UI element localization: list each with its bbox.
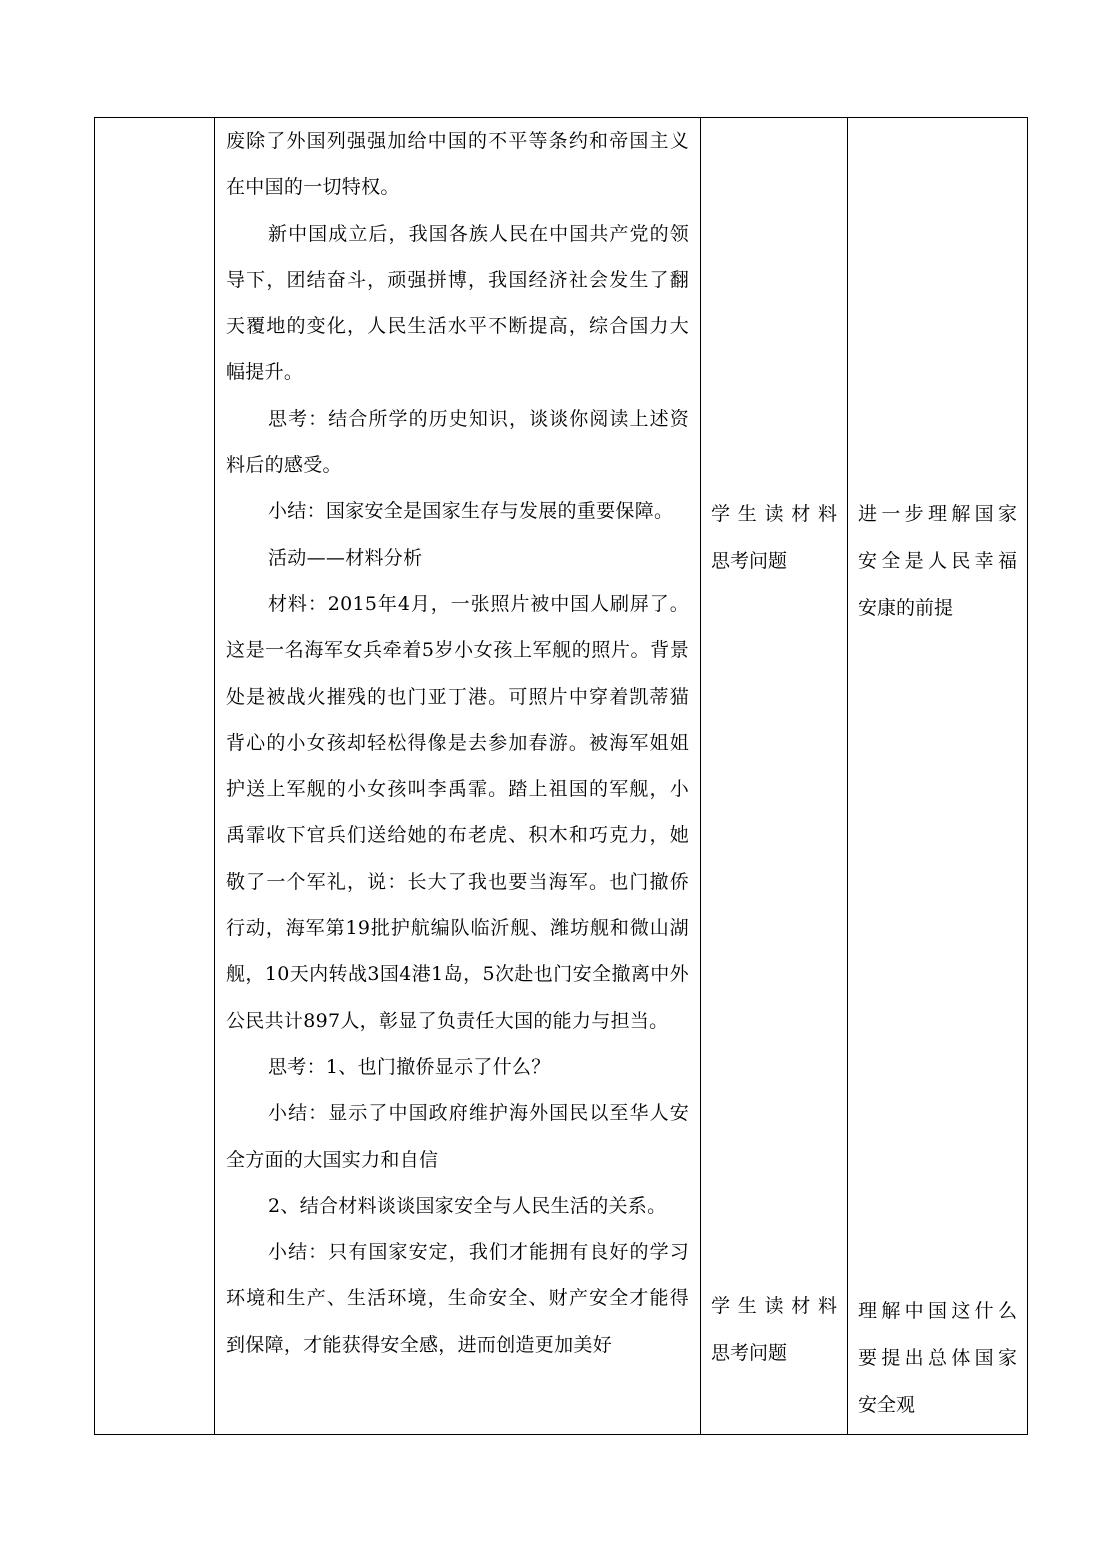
content-paragraph: 小结：显示了中国政府维护海外国民以至华人安全方面的大国实力和自信 (226, 1102, 689, 1171)
teaching-content (215, 118, 700, 1368)
design-intent-1 (848, 491, 1027, 632)
student-activity-line: 学生读材料 (711, 1295, 837, 1317)
design-intent-line: 安康的前提 (858, 597, 954, 619)
design-intent-2 (848, 1288, 1027, 1429)
content-paragraph: 材料：2015年4月，一张照片被中国人刷屏了。这是一名海军女兵牵着5岁小女孩上军舰的照片。背景处是被战火摧残的也门亚丁港。可照片中穿着凯蒂猫背心的小女孩却轻松得像是去参加春游。被海军姐姐护送上军舰的小女孩叫李禹霏。踏上祖国的军舰，小禹霏收下官兵们送给她的布老虎、积木和巧克力，她敬了一个军礼，说：长大了我也要当海军。也门撤侨行动，海军第19批护航编队临沂舰、潍坊舰和微山湖舰，10天内转战3国4港1岛，5次赴也门安全撤离中外公民共计897人，彰显了负责任大国的能力与担当。 (226, 592, 689, 1032)
blank-label-cell (95, 118, 215, 1435)
content-paragraph: 新中国成立后，我国各族人民在中国共产党的领导下，团结奋斗，顽强拼博，我国经济社会发生了翻天覆地的变化，人民生活水平不断提高，综合国力大幅提升。 (226, 222, 689, 384)
student-activity-line: 思考问题 (711, 1342, 788, 1364)
table-row (95, 118, 1028, 1435)
design-intent-line: 要提出总体国家 (858, 1347, 1017, 1369)
student-activity-cell (701, 118, 848, 1435)
design-intent-line: 安全观 (858, 1394, 916, 1416)
content-paragraph: 废除了外国列强强加给中国的不平等条约和帝国主义在中国的一切特权。 (226, 130, 689, 199)
content-paragraph: 小结：只有国家安定，我们才能拥有良好的学习环境和生产、生活环境，生命安全、财产安全才能得到保障，才能获得安全感，进而创造更加美好 (226, 1241, 689, 1356)
content-paragraph: 活动——材料分析 (268, 546, 423, 569)
content-paragraph: 思考：结合所学的历史知识，谈谈你阅读上述资料后的感受。 (226, 407, 689, 477)
lesson-plan-table (94, 117, 1028, 1435)
student-activity-line: 思考问题 (711, 550, 788, 572)
content-paragraph: 2、结合材料谈谈国家安全与人民生活的关系。 (268, 1194, 667, 1217)
design-intent-line: 进一步理解国家 (858, 503, 1017, 525)
design-intent-line: 理解中国这什么 (858, 1300, 1017, 1322)
student-activity-1 (701, 491, 847, 585)
design-intent-cell (848, 118, 1028, 1435)
design-intent-line: 安全是人民幸福 (858, 550, 1017, 572)
teaching-content-cell (215, 118, 701, 1435)
student-activity-2 (701, 1283, 847, 1377)
content-paragraph: 思考：1、也门撤侨显示了什么？ (268, 1055, 551, 1078)
student-activity-line: 学生读材料 (711, 503, 837, 525)
content-paragraph: 小结：国家安全是国家生存与发展的重要保障。 (268, 500, 674, 523)
